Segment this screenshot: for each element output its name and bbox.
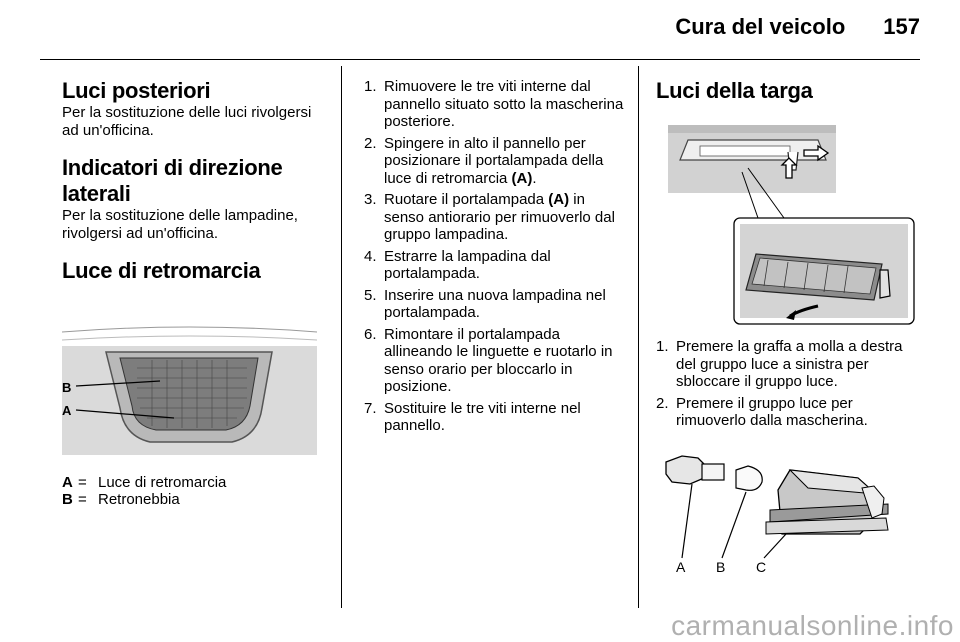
- column-divider-1: [341, 66, 342, 608]
- page-number: 157: [883, 14, 920, 39]
- column-1: [62, 78, 327, 284]
- heading-rear-lights: Luci posteriori: [62, 78, 211, 103]
- text-rear-lights: Per la sostituzione delle luci rivolgersi ad un'officina.: [62, 104, 312, 139]
- column-3-steps: [656, 338, 922, 434]
- list-item: 1. Premere la graffa a molla a destra del gruppo luce a sinistra per sbloccare il gruppo luce.: [656, 338, 903, 390]
- reverse-light-steps: [364, 78, 626, 435]
- list-item: 2. Spingere in alto il pannello per posizionare il portalampada della luce di retromarcia (A).: [364, 134, 604, 187]
- bulb-figure: [662, 448, 920, 578]
- bulb-label-c: C: [756, 559, 767, 575]
- fig-label-b: B: [62, 380, 72, 395]
- list-item: 3. Ruotare il portalampada (A) in senso antiorario per rimuoverlo dal gruppo lampadina.: [364, 191, 615, 243]
- fig-label-a: A: [62, 403, 72, 418]
- header-rule: [40, 59, 920, 60]
- heading-plate-lights: Luci della targa: [656, 78, 813, 103]
- legend-row: B = Retronebbia: [62, 491, 180, 508]
- column-divider-2: [638, 66, 639, 608]
- column-3: [656, 78, 922, 104]
- reverse-light-figure: [62, 318, 317, 455]
- list-item: 6. Rimontare il portalampada allineando le linguette e ruotarlo in senso orario per bloccarlo in posizione.: [364, 325, 613, 395]
- figure-legend: [62, 474, 226, 508]
- plate-light-steps: [656, 338, 922, 430]
- text-indicators: Per la sostituzione delle lampadine, rivolgersi ad un'officina.: [62, 207, 298, 242]
- column-2: [364, 78, 626, 439]
- bulb-label-a: A: [676, 559, 686, 575]
- list-item: 4. Estrarre la lampadina dal portalampada.: [364, 247, 551, 282]
- list-item: 1. Rimuovere le tre viti interne dal pannello situato sotto la mascherina posteriore.: [364, 78, 624, 130]
- section-title: Cura del veicolo: [675, 14, 846, 39]
- running-header: [675, 14, 920, 40]
- list-item: 5. Inserire una nuova lampadina nel portalampada.: [364, 286, 606, 321]
- watermark: carmanualsonline.info: [671, 610, 954, 641]
- bulb-label-b: B: [716, 559, 726, 575]
- heading-reverse-light: Luce di retromarcia: [62, 258, 261, 283]
- list-item: 7. Sostituire le tre viti interne nel pannello.: [364, 399, 581, 434]
- plate-light-figure: [668, 120, 918, 325]
- list-item: 2. Premere il gruppo luce per rimuoverlo dalla mascherina.: [656, 394, 868, 429]
- heading-indicators: Indicatori di direzione laterali: [62, 155, 283, 206]
- legend-row: A = Luce di retromarcia: [62, 474, 227, 491]
